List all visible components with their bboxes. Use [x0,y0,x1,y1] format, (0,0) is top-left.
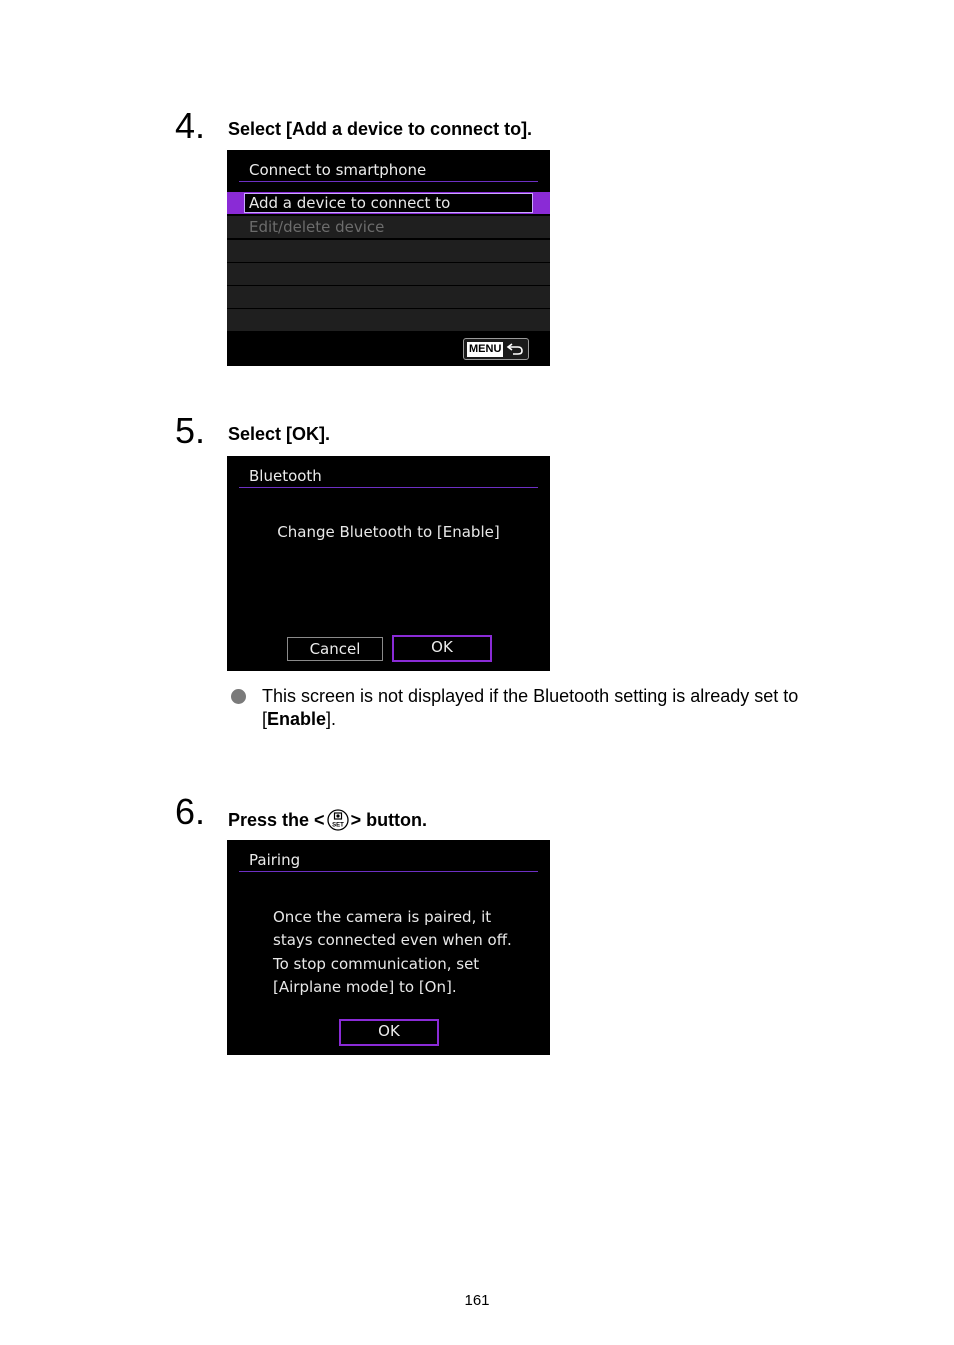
title-text: > button. [350,810,428,830]
message-line: To stop communication, set [273,954,480,973]
step-4-number: 4. [175,105,206,146]
step-6-title [228,809,427,836]
menu-item-empty [227,309,550,331]
step-4-title: Select [Add a device to connect to]. [228,119,533,139]
step-5-number: 5. [175,410,206,451]
menu-item-empty [227,286,550,308]
set-button-icon [327,809,349,836]
bluetooth-screen [227,456,550,671]
ok-button[interactable]: OK [392,635,492,662]
title-divider [239,487,538,488]
title-text: Press the < [228,810,325,830]
svg-text:SET: SET [331,822,344,829]
cancel-button[interactable]: Cancel [287,637,383,661]
screen-title: Pairing [249,851,301,869]
menu-item-label: Add a device to connect to [249,194,451,212]
message-line: [Airplane mode] to [On]. [273,977,457,996]
note-suffix: ]. [326,709,337,729]
bullet-icon [231,689,246,704]
message-line: stays connected even when off. [273,931,512,950]
pairing-screen [227,840,550,1055]
menu-item-empty [227,263,550,285]
note-text: This screen is not displayed if the Bluetooth setting is already set to [ [262,686,799,729]
step-5-note [262,685,852,731]
screen-title: Bluetooth [249,467,322,485]
title-divider [239,181,538,182]
menu-label: MENU [469,342,502,355]
step-6-number: 6. [175,791,206,832]
pairing-message [273,906,512,999]
screen-title: Connect to smartphone [249,161,427,179]
page-number: 161 [464,1292,490,1309]
note-bold: Enable [267,709,327,729]
menu-item-label: Edit/delete device [249,218,385,236]
menu-item-empty [227,240,550,262]
step-5-title: Select [OK]. [228,424,331,444]
message-line: Once the camera is paired, it [273,908,492,926]
title-divider [239,871,538,872]
ok-button[interactable]: OK [339,1019,439,1046]
return-arrow-icon [506,342,524,356]
dialog-message: Change Bluetooth to [Enable] [277,523,500,541]
menu-item-add-device[interactable] [227,192,550,214]
connect-to-smartphone-screen [227,150,550,366]
menu-back-button[interactable] [463,338,529,360]
menu-item-edit-delete-device[interactable] [227,216,550,238]
